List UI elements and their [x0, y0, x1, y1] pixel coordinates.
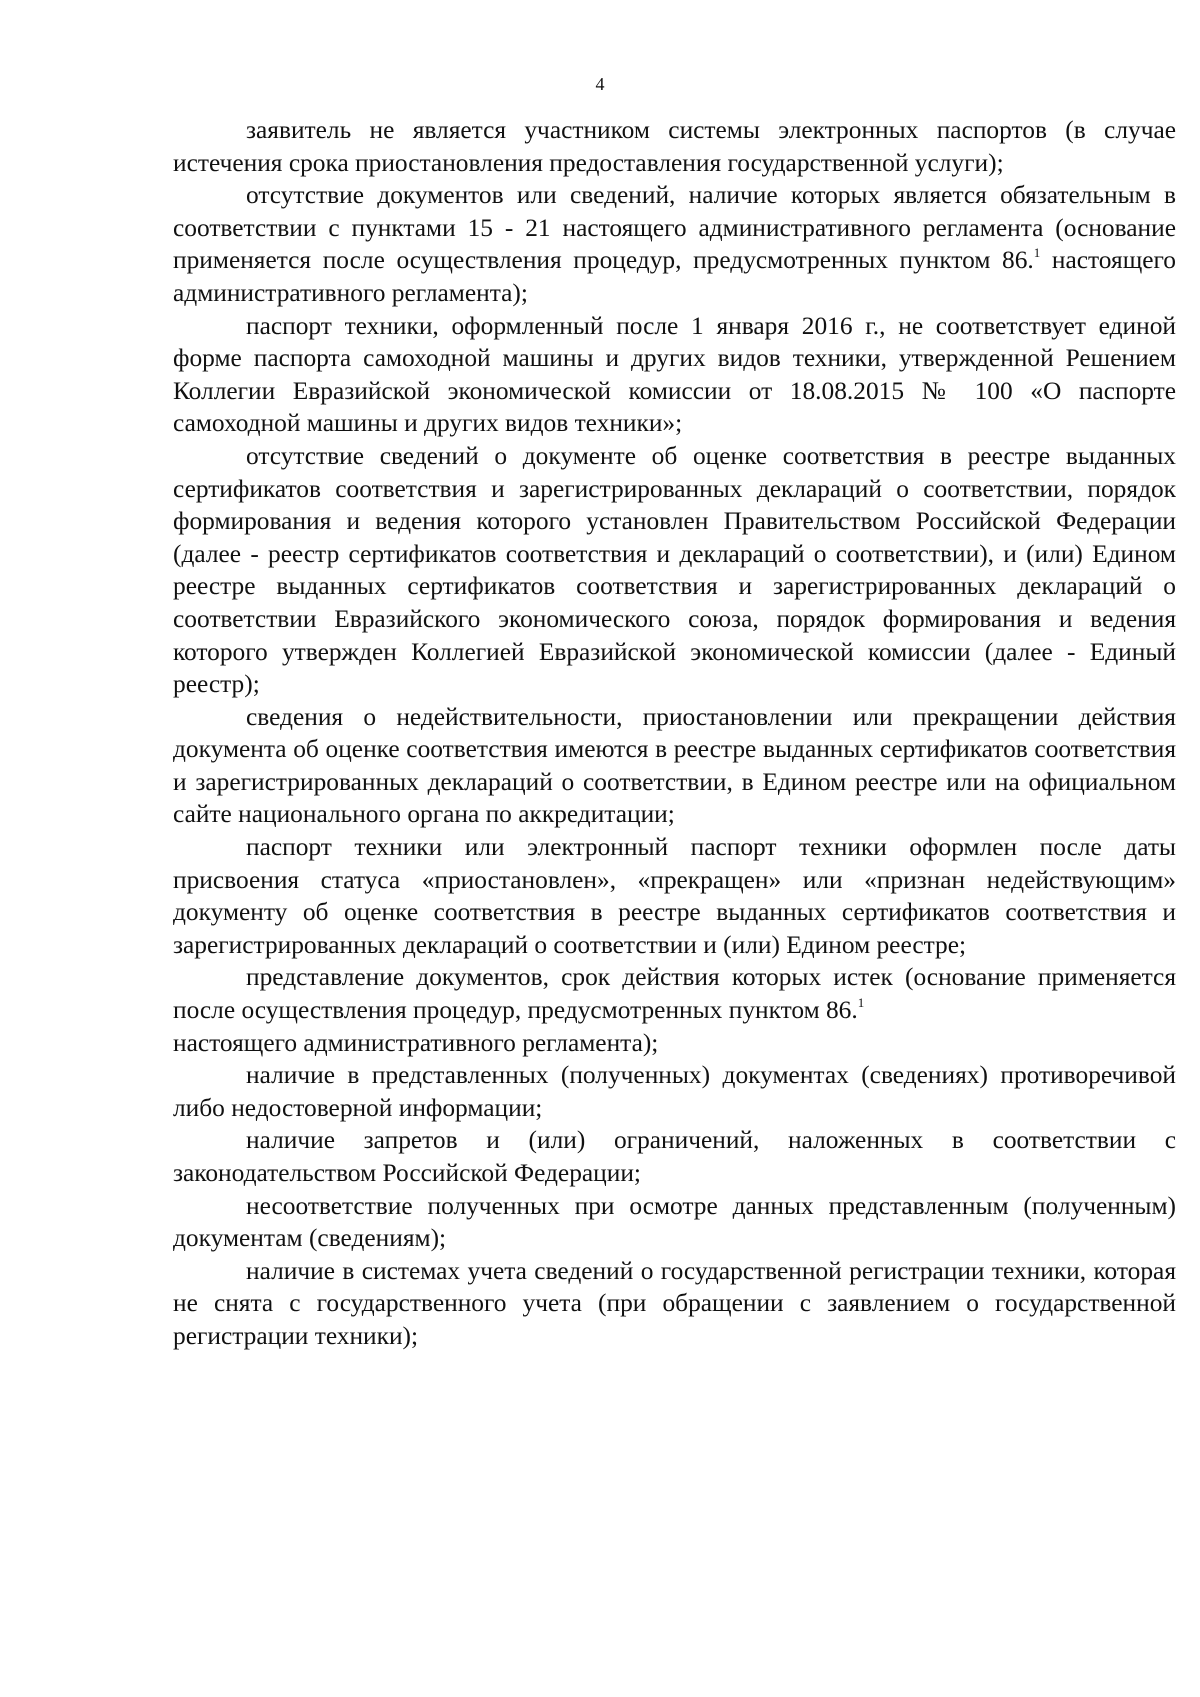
paragraph-prohibitions-restrictions: наличие запретов и (или) ограничений, наложенных в соответствии с законодательством Российской Федерации; [173, 1126, 1176, 1187]
paragraph-no-conformity-record: отсутствие сведений о документе об оценке соответствия в реестре выданных сертификатов соответствия и зарегистрированных деклараций о соответствии, порядок формирования и ведения которого установлен Правительством Российской Федерации (далее - реестр сертификатов соответствия и деклараций о соответствии), и (или) Едином реестре выданных сертификатов соответствия и зарегистрированных деклараций о соответствии Евразийского экономического союза, порядок формирования и ведения которого утвержден Коллегией Евразийской экономической комиссии (далее - Единый реестр); [173, 441, 1176, 699]
paragraph-passport-form-mismatch: паспорт техники, оформленный после 1 января 2016 г., не соответствует единой форме паспорта самоходной машины и других видов техники, утвержденной Решением Коллегии Евразийской экономической комиссии от 18.08.2015 № 100 «О паспорте самоходной машины и других видов техники»; [173, 311, 1176, 438]
document-body [173, 114, 1176, 1353]
page-number: 4 [595, 74, 605, 94]
paragraph-expired-documents: представление документов, срок действия которых истек (основание применяется после осуществления процедур, предусмотренных пунктом 86.$^1$ настоящего административного регламента); [173, 963, 1176, 1057]
paragraph-applicant-not-participant: заявитель не является участником системы электронных паспортов (в случае истечения срока приостановления предоставления государственной услуги); [173, 116, 1176, 177]
paragraph-inspection-mismatch: несоответствие полученных при осмотре данных представленным (полученным) документам (сведениям); [173, 1191, 1176, 1253]
footnote-marker: 1 [1033, 245, 1041, 261]
paragraph-invalid-conformity-document: сведения о недействительности, приостановлении или прекращении действия документа об оценке соответствия имеются в реестре выданных сертификатов соответствия и зарегистрированных деклараций о соответствии, в Едином реестре или на официальном сайте национального органа по аккредитации; [173, 702, 1176, 829]
paragraph-passport-after-status: паспорт техники или электронный паспорт техники оформлен после даты присвоения статуса «приостановлен», «прекращен» или «признан недействующим» документу об оценке соответствия в реестре выданных сертификатов соответствия и зарегистрированных деклараций о соответствии и (или) Едином реестре; [173, 833, 1176, 959]
footnote-marker: 1 [857, 995, 865, 1011]
paragraph-contradictory-information: наличие в представленных (полученных) документах (сведениях) противоречивой либо недостоверной информации; [173, 1061, 1176, 1122]
paragraph-not-deregistered: наличие в системах учета сведений о государственной регистрации техники, которая не снята с государственного учета (при обращении с заявлением о государственной регистрации техники); [173, 1256, 1176, 1350]
paragraph-missing-documents: отсутствие документов или сведений, наличие которых является обязательным в соответствии с пунктами 15 - 21 настоящего административного регламента (основание применяется после осуществления процедур, предусмотренных пунктом 86.$^1$ настоящего административного регламента); [173, 181, 1176, 307]
